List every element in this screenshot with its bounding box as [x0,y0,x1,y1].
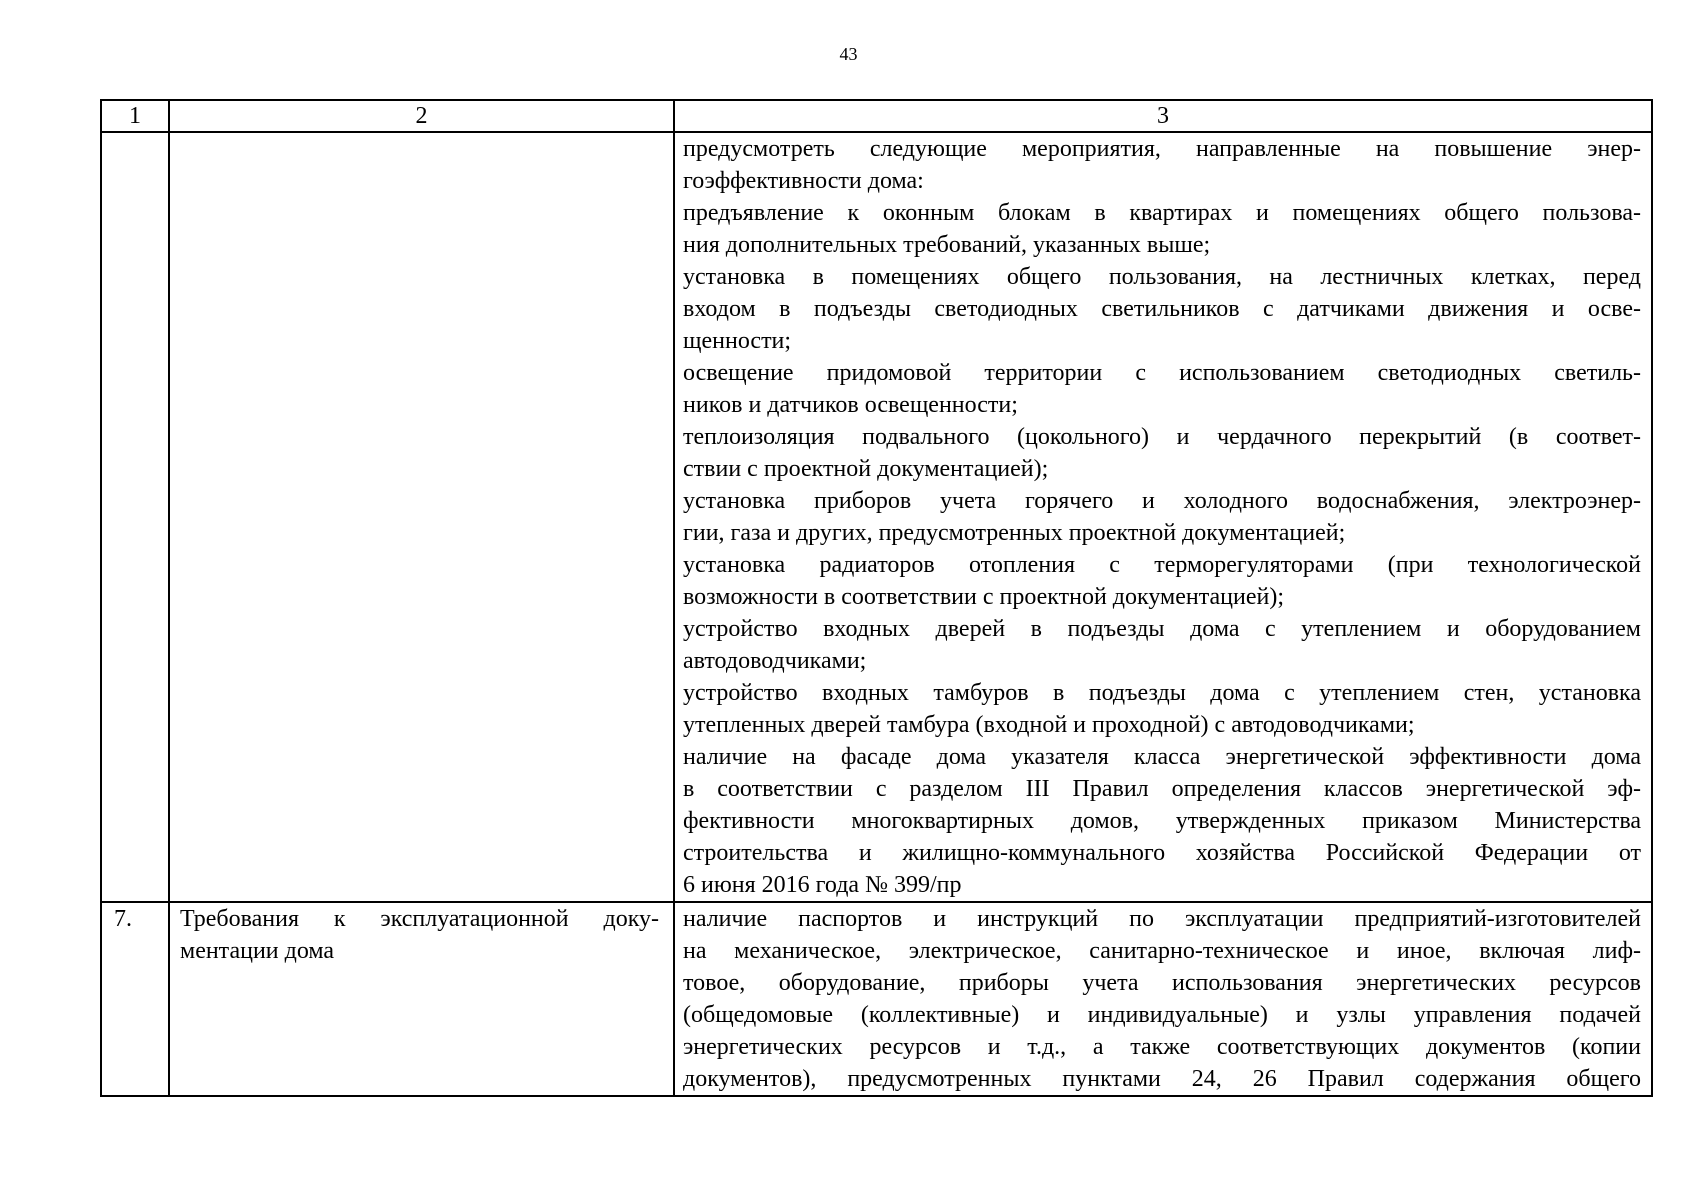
table-row-7 [101,902,1652,1096]
text-line: предусмотреть следующие мероприятия, направленные на повышение энер- [683,136,1641,162]
text-line: устройство входных тамбуров в подъезды дома с утеплением стен, установка [683,680,1641,706]
table-header-row [101,100,1652,132]
row-title [180,903,659,967]
text-line: установка радиаторов отопления с терморегуляторами (при технологической [683,552,1641,578]
text-line: щенности; [683,328,792,354]
text-line: теплоизоляция подвального (цокольного) и чердачного перекрытий (в соответ- [683,424,1641,450]
text-line: на механическое, электрическое, санитарно-техническое и иное, включая лиф- [683,938,1641,964]
text-line: Требования к эксплуатационной доку- [180,906,659,932]
text-line: утепленных дверей тамбура (входной и проходной) с автодоводчиками; [683,712,1415,738]
text-line: предъявление к оконным блокам в квартирах и помещениях общего пользова- [683,200,1641,226]
continuation-text [683,133,1641,901]
text-line: установка приборов учета горячего и холодного водоснабжения, электроэнер- [683,488,1641,514]
row-content [683,903,1641,1095]
text-line: фективности многоквартирных домов, утвержденных приказом Министерства [683,808,1641,834]
column-header-1: 1 [101,100,169,132]
continuation-title-cell [169,132,674,902]
text-line: наличие паспортов и инструкций по эксплуатации предприятий-изготовителей [683,906,1641,932]
text-line: ствии с проектной документацией); [683,456,1049,482]
text-line: товое, оборудование, приборы учета использования энергетических ресурсов [683,970,1641,996]
text-line: устройство входных дверей в подъезды дома с утеплением и оборудованием [683,616,1641,642]
text-line: освещение придомовой территории с использованием светодиодных светиль- [683,360,1641,386]
column-header-3: 3 [674,100,1652,132]
text-line: установка в помещениях общего пользования, на лестничных клетках, перед [683,264,1641,290]
text-line: 6 июня 2016 года № 399/пр [683,872,962,898]
text-line: возможности в соответствии с проектной документацией); [683,584,1284,610]
text-line: ников и датчиков освещенности; [683,392,1018,418]
requirements-table [100,99,1653,1097]
table-row-continuation [101,132,1652,902]
text-line: наличие на фасаде дома указателя класса энергетической эффективности дома [683,744,1641,770]
continuation-number-cell [101,132,169,902]
row-number: 7. [101,902,169,1096]
text-line: ния дополнительных требований, указанных выше; [683,232,1211,258]
page-number: 43 [839,44,858,64]
text-line: (общедомовые (коллективные) и индивидуальные) и узлы управления подачей [683,1002,1641,1028]
text-line: строительства и жилищно-коммунального хозяйства Российской Федерации от [683,840,1641,866]
text-line: энергетических ресурсов и т.д., а также соответствующих документов (копии [683,1034,1641,1060]
continuation-content-cell [674,132,1652,902]
row-title-cell [169,902,674,1096]
text-line: автодоводчиками; [683,648,867,674]
text-line: документов), предусмотренных пунктами 24, 26 Правил содержания общего [683,1066,1641,1092]
row-content-cell [674,902,1652,1096]
text-line: в соответствии с разделом III Правил определения классов энергетической эф- [683,776,1641,802]
text-line: входом в подъезды светодиодных светильников с датчиками движения и осве- [683,296,1641,322]
text-line: гии, газа и других, предусмотренных проектной документацией; [683,520,1346,546]
column-header-2: 2 [169,100,674,132]
text-line: ментации дома [180,938,335,964]
text-line: гоэффективности дома: [683,168,924,194]
